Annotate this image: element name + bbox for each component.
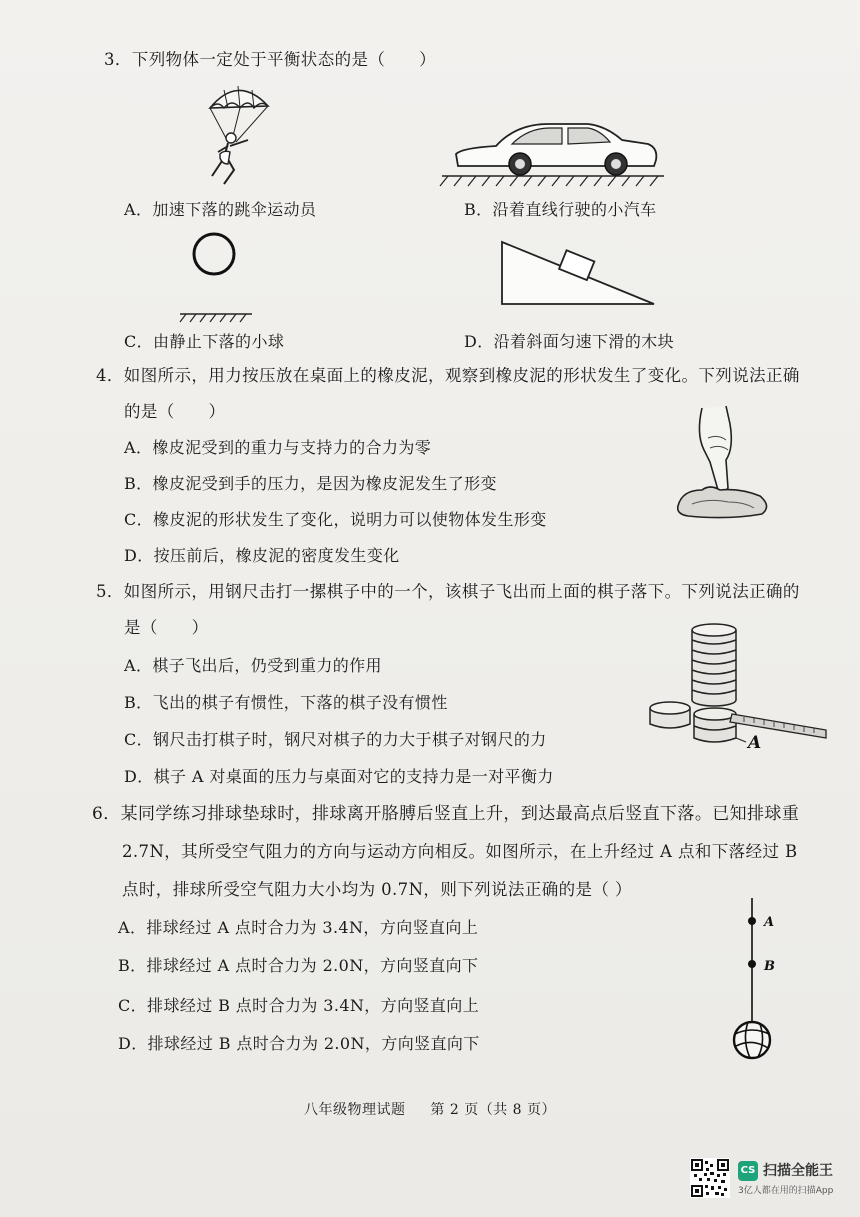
q6-stem-line1: 6．某同学练习排球垫球时，排球离开胳膊后竖直上升，到达最高点后竖直下落。已知排球重 (92, 804, 800, 824)
q6-option-b[interactable]: B．排球经过 A 点时合力为 2.0N，方向竖直向下 (118, 956, 479, 975)
q4-option-a[interactable]: A．橡皮泥受到的重力与支持力的合力为零 (124, 438, 432, 457)
volleyball-path-figure (722, 894, 802, 1064)
point-a-label: A (764, 915, 775, 930)
q6-option-a[interactable]: A．排球经过 A 点时合力为 3.4N，方向竖直向上 (118, 918, 479, 937)
q5-stem-line2: 是（ ） (124, 618, 209, 637)
qr-code-icon (690, 1158, 730, 1198)
footer-subject: 八年级物理试题 (303, 1102, 406, 1118)
q5-option-d[interactable]: D．棋子 A 对桌面的压力与桌面对它的支持力是一对平衡力 (124, 767, 554, 786)
chess-pieces-stack-figure (644, 610, 830, 752)
scanner-app-name: 扫描全能王 (763, 1163, 833, 1179)
q3-option-c[interactable]: C．由静止下落的小球 (124, 332, 285, 351)
parachutist-figure (188, 80, 288, 190)
point-a-dot (748, 917, 756, 925)
q5-option-b[interactable]: B．飞出的棋子有惯性，下落的棋子没有惯性 (124, 693, 448, 712)
q3-option-d[interactable]: D．沿着斜面匀速下滑的木块 (464, 332, 675, 351)
q6-option-d[interactable]: D．排球经过 B 点时合力为 2.0N，方向竖直向下 (118, 1034, 480, 1053)
q6-option-c[interactable]: C．排球经过 B 点时合力为 3.4N，方向竖直向上 (118, 996, 480, 1015)
volleyball-icon (734, 1022, 770, 1058)
q4-option-d[interactable]: D．按压前后，橡皮泥的密度发生变化 (124, 546, 400, 565)
q4-stem-line1: 4．如图所示，用力按压放在桌面上的橡皮泥，观察到橡皮泥的形状发生了变化。下列说法正确 (96, 366, 800, 385)
footer-page-number: 第 2 页（共 8 页） (430, 1102, 557, 1118)
q6-stem-line3: 点时，排球所受空气阻力大小均为 0.7N，则下列说法正确的是（ ） (122, 880, 632, 899)
point-b-label: B (764, 959, 775, 974)
scanner-logo-icon: CS (738, 1161, 758, 1181)
scanner-watermark (690, 1158, 850, 1206)
q3-stem: 3．下列物体一定处于平衡状态的是（ ） (104, 50, 436, 69)
hand-pressing-clay-figure (668, 404, 776, 524)
point-b-dot (748, 960, 756, 968)
q3-option-a[interactable]: A．加速下落的跳伞运动员 (124, 200, 317, 219)
incline-block-figure (498, 238, 658, 310)
q6-stem-line2: 2.7N，其所受空气阻力的方向与运动方向相反。如图所示，在上升经过 A 点和下落经过 B (122, 842, 798, 861)
q5-stem-line1: 5．如图所示，用钢尺击打一摞棋子中的一个，该棋子飞出而上面的棋子落下。下列说法正确的 (96, 582, 800, 601)
q4-option-b[interactable]: B．橡皮泥受到手的压力，是因为橡皮泥发生了形变 (124, 474, 497, 493)
car-figure (438, 108, 668, 188)
q3-option-b[interactable]: B．沿着直线行驶的小汽车 (464, 200, 657, 219)
scanner-tagline: 3亿人都在用的扫描App (738, 1186, 834, 1196)
falling-ball-figure (176, 228, 256, 328)
page-footer (0, 1099, 860, 1119)
q5-option-c[interactable]: C．钢尺击打棋子时，钢尺对棋子的力大于棋子对钢尺的力 (124, 730, 547, 749)
q4-option-c[interactable]: C．橡皮泥的形状发生了变化，说明力可以使物体发生形变 (124, 510, 547, 529)
q5-option-a[interactable]: A．棋子飞出后，仍受到重力的作用 (124, 656, 382, 675)
q5-figure-label-a: A (748, 733, 762, 752)
q4-stem-line2: 的是（ ） (124, 402, 226, 421)
